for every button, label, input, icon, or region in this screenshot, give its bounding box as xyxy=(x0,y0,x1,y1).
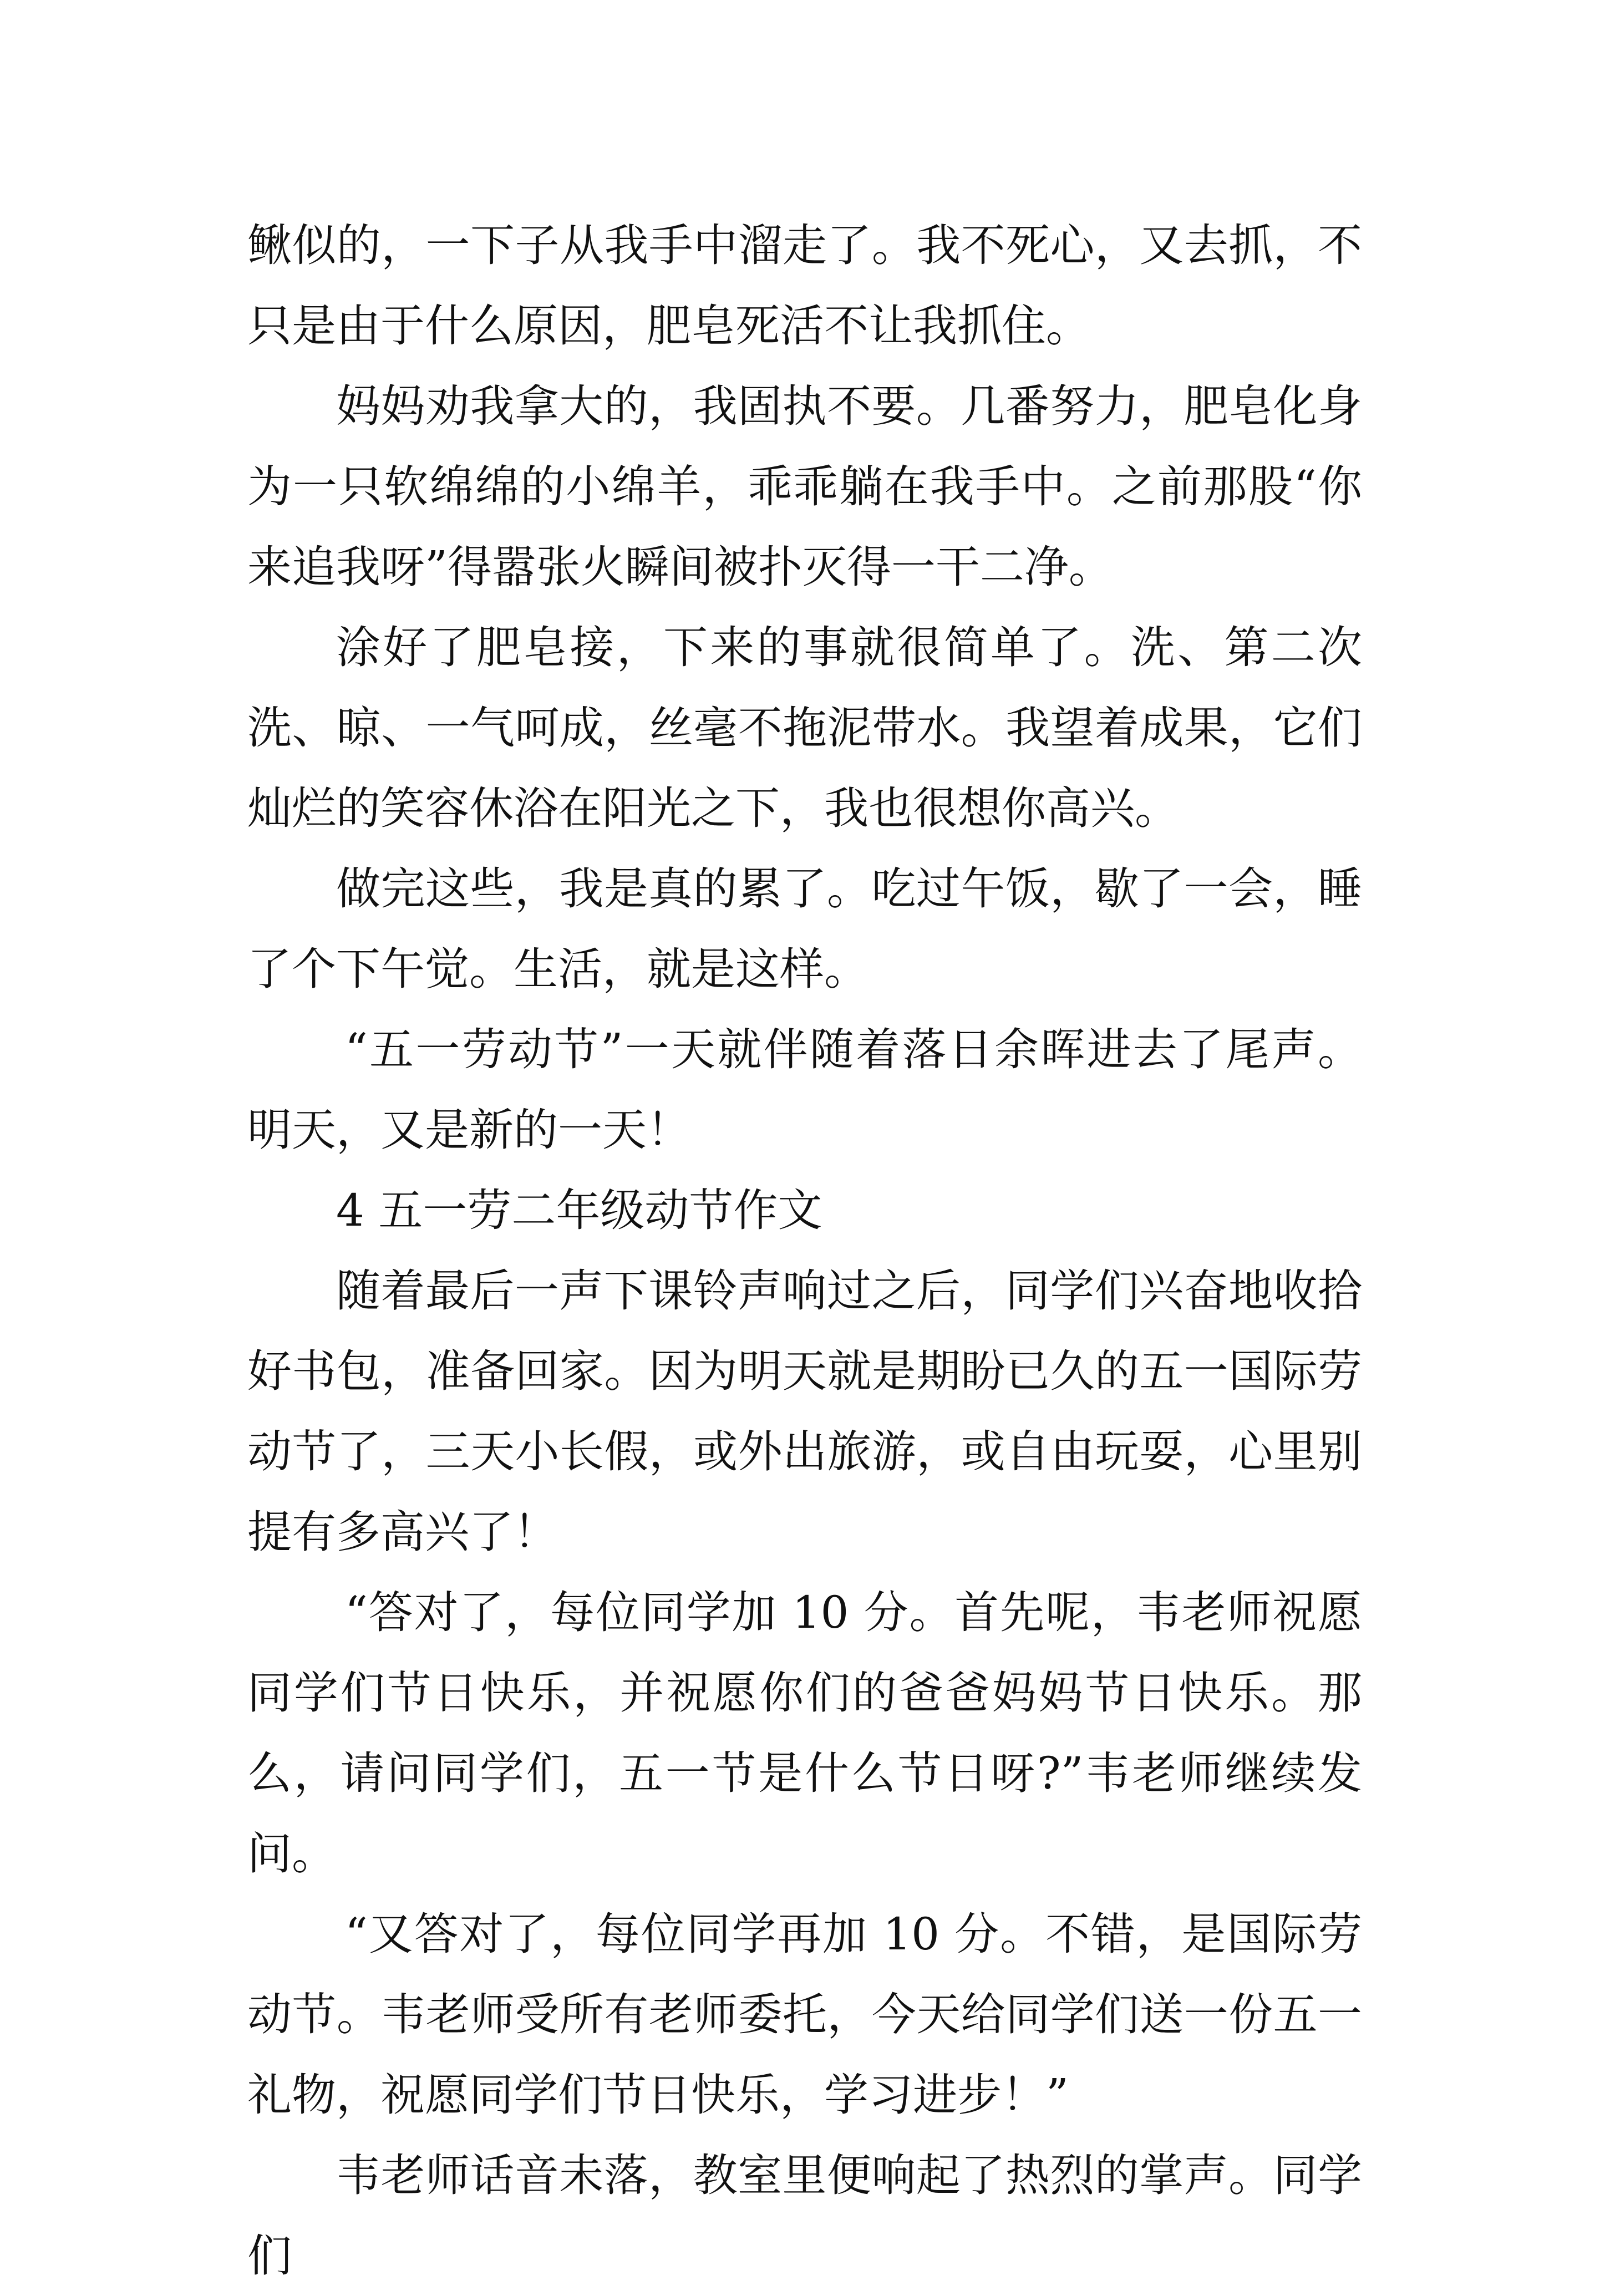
paragraph-9: 韦老师话音未落，教室里便响起了热烈的掌声。同学们 xyxy=(247,2150,1362,2282)
paragraph-1: 鳅似的，一下子从我手中溜走了。我不死心，又去抓，不只是由于什么原因，肥皂死活不让我抓住。 xyxy=(247,220,1362,352)
document-body xyxy=(247,205,1362,2296)
paragraph-8: “又答对了，每位同学再加 10 分。不错，是国际劳动节。韦老师受所有老师委托，今天给同学们送一份五一礼物，祝愿同学们节日快乐，学习进步！” xyxy=(247,1908,1362,2121)
paragraph-2: 妈妈劝我拿大的，我固执不要。几番努力，肥皂化身为一只软绵绵的小绵羊，乖乖躺在我手中。之前那股“你来追我呀”得嚣张火瞬间被扑灭得一干二净。 xyxy=(247,380,1362,593)
section-heading: 4 五一劳二年级动节作文 xyxy=(336,1185,822,1236)
paragraph-3: 涂好了肥皂接，下来的事就很简单了。洗、第二次洗、晾、一气呵成，丝毫不拖泥带水。我望着成果，它们灿烂的笑容休浴在阳光之下，我也很想你高兴。 xyxy=(247,622,1362,834)
paragraph-7: “答对了，每位同学加 10 分。首先呢，韦老师祝愿同学们节日快乐，并祝愿你们的爸爸妈妈节日快乐。那么，请问同学们，五一节是什么节日呀?”韦老师继续发问。 xyxy=(247,1587,1362,1880)
paragraph-6: 随着最后一声下课铃声响过之后，同学们兴奋地收拾好书包，准备回家。因为明天就是期盼已久的五一国际劳动节了，三天小长假，或外出旅游，或自由玩耍，心里别提有多高兴了！ xyxy=(247,1265,1362,1558)
paragraph-5: “五一劳动节”一天就伴随着落日余晖进去了尾声。明天，又是新的一天！ xyxy=(247,1024,1362,1156)
paragraph-4: 做完这些，我是真的累了。吃过午饭，歇了一会，睡了个下午觉。生活，就是这样。 xyxy=(247,863,1362,995)
